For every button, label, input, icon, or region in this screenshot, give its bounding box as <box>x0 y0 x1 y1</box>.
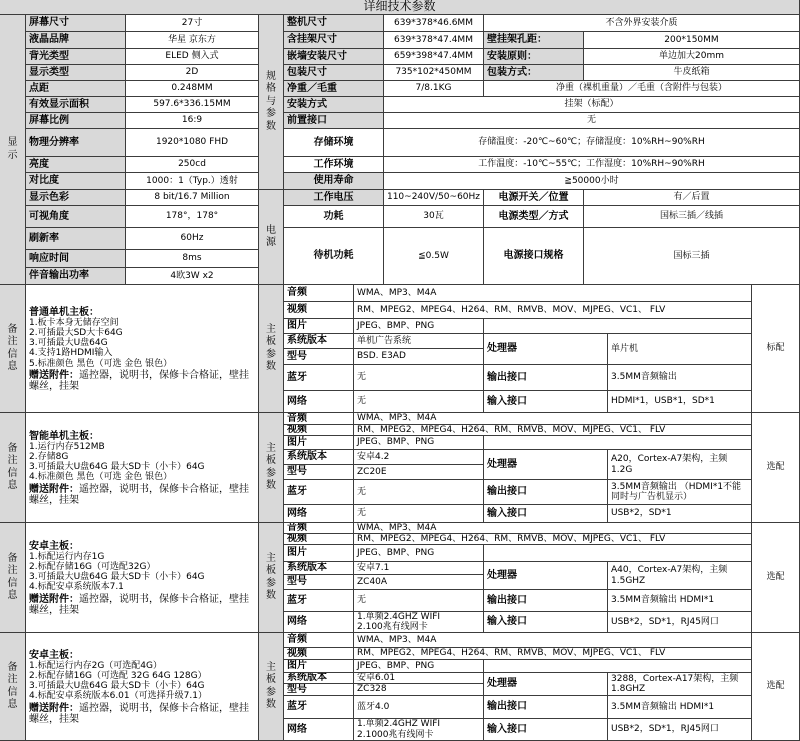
section-remarks <box>0 633 26 741</box>
section-char: 备 <box>7 442 18 454</box>
section-char: 板 <box>266 336 276 347</box>
section-char: 备 <box>7 323 18 335</box>
board-description <box>26 285 259 413</box>
board-label: 型号 <box>284 349 354 365</box>
board-value: USB*2，SD*1，RJ45网口 <box>608 612 752 633</box>
spec-label: 前置接口 <box>284 113 384 129</box>
board-accessories <box>29 594 255 616</box>
board-value: ZC40A <box>354 575 484 590</box>
board-value: JPEG、BMP、PNG <box>354 660 484 673</box>
display-value: ELED 侧入式 <box>126 49 259 65</box>
power-value: 有／后置 <box>584 190 800 206</box>
board-feature: 5.标准颜色 黑色（可选 金色 银色） <box>29 358 173 369</box>
section-remarks <box>0 413 26 523</box>
board-label: 网络 <box>284 505 354 523</box>
board-feature: 2.可插最大SD大卡64G <box>29 328 123 339</box>
board-feature: 3.可插最大U盘64G 最大SD卡（小卡）64G <box>29 462 205 473</box>
board-label: 图片 <box>284 436 354 450</box>
board-label: 网络 <box>284 612 354 633</box>
board-label: 型号 <box>284 465 354 480</box>
board-label: 处理器 <box>484 334 608 365</box>
spec-label: 工作环境 <box>284 157 384 173</box>
section-char: 注 <box>7 455 18 466</box>
network-item: 无 <box>357 508 367 519</box>
board-value-empty <box>484 660 752 673</box>
board-feature: 1.板卡本身无储存空间 <box>29 318 119 329</box>
board-value: RM、MPEG2、MPEG4、H264、RM、RMVB、MOV、MJPEG、VC1、 FLV <box>354 302 752 319</box>
section-char: 主 <box>266 323 276 335</box>
board-label: 网络 <box>284 391 354 413</box>
display-value: 8 bit/16.7 Million <box>126 190 259 206</box>
section-char: 板 <box>266 565 276 576</box>
board-value: 3.5MM音频输出 HDMI*1 <box>608 590 752 612</box>
section-mainboard <box>259 633 284 741</box>
display-value: 27寸 <box>126 15 259 32</box>
section-display <box>0 15 26 285</box>
section-char: 参 <box>266 348 276 360</box>
accessory-text: 遥控器，说明书，保修卡合格证，壁挂螺丝，挂架 <box>29 369 249 392</box>
board-value: JPEG、BMP、PNG <box>354 545 484 562</box>
board-network <box>354 505 484 523</box>
board-feature: 4.标配安卓系统版本7.1 <box>29 582 124 593</box>
board-label: 视频 <box>284 425 354 436</box>
board-feature: 4.标配安卓系统版本6.01（可选择升级7.1） <box>29 691 207 702</box>
board-feature: 1.标配运行内存2G（可选配4G） <box>29 661 162 672</box>
section-char: 参 <box>266 108 276 120</box>
spec-label: 壁挂架孔距： <box>484 32 584 49</box>
board-value: 安卓7.1 <box>354 562 484 575</box>
section-specs <box>259 15 284 190</box>
network-item: 1.单频2.4GHZ WIFI <box>357 612 441 622</box>
section-remarks <box>0 523 26 633</box>
page-title: 详细技术参数 <box>0 0 800 15</box>
board-value: 安卓6.01 <box>354 673 484 684</box>
accessory-text: 遥控器，说明书，保修卡合格证，壁挂螺丝，挂架 <box>29 702 249 725</box>
board-value: A40，Cortex-A7架构，主频1.5GHZ <box>608 562 752 590</box>
display-value: 1920*1080 FHD <box>126 129 259 157</box>
board-label: 处理器 <box>484 562 608 590</box>
section-char: 信 <box>7 577 18 589</box>
board-value: WMA、MP3、M4A <box>354 413 752 425</box>
board-label: 蓝牙 <box>284 365 354 391</box>
section-char: 显 <box>7 137 18 148</box>
spec-label: 包装方式： <box>484 65 584 81</box>
display-value: 华星 京东方 <box>126 32 259 49</box>
board-value: USB*2，SD*1，RJ45网口 <box>608 719 752 741</box>
board-value: 3.5MM音频输出 HDMI*1 <box>608 696 752 719</box>
section-char: 数 <box>266 120 276 132</box>
board-label: 音频 <box>284 413 354 425</box>
board-label: 蓝牙 <box>284 480 354 505</box>
board-tag: 标配 <box>752 285 800 413</box>
section-char: 规 <box>266 70 276 82</box>
display-label: 物理分辨率 <box>26 129 126 157</box>
accessory-label: 赠送附件： <box>29 593 79 605</box>
board-label: 输入接口 <box>484 391 608 413</box>
spec-value: 不含外界安装介质 <box>484 15 800 32</box>
board-tag: 选配 <box>752 413 800 523</box>
board-value: WMA、MP3、M4A <box>354 285 752 302</box>
network-item: 2.1000兆有线网卡 <box>357 729 434 740</box>
section-char: 参 <box>266 467 276 479</box>
section-char: 数 <box>266 361 276 372</box>
board-value: RM、MPEG2、MPEG4、H264、RM、RMVB、MOV、MJPEG、VC1、 FLV <box>354 534 752 545</box>
board-value: 蓝牙4.0 <box>354 696 484 719</box>
section-char: 参 <box>266 686 276 698</box>
board-network <box>354 391 484 413</box>
power-value: 国标三插 <box>584 228 800 285</box>
board-value: RM、MPEG2、MPEG4、H264、RM、RMVB、MOV、MJPEG、VC1、 FLV <box>354 425 752 436</box>
board-value: 3288，Cortex-A17架构，主频1.8GHZ <box>608 673 752 696</box>
board-value: ZC20E <box>354 465 484 480</box>
display-label: 屏幕尺寸 <box>26 15 126 32</box>
section-char: 示 <box>7 149 18 161</box>
spec-label: 安装原则： <box>484 49 584 65</box>
board-label: 处理器 <box>484 450 608 480</box>
spec-label: 存储环境 <box>284 129 384 157</box>
board-value: USB*2，SD*1 <box>608 505 752 523</box>
section-char: 电 <box>266 224 276 236</box>
board-value: WMA、MP3、M4A <box>354 633 752 648</box>
display-value: 60Hz <box>126 228 259 250</box>
display-value: 250cd <box>126 157 259 173</box>
board-feature: 4.标准颜色 黑色（可选 金色 银色） <box>29 472 173 483</box>
display-label: 背光类型 <box>26 49 126 65</box>
board-feature: 2.标配存储16G（可选配 32G 64G 128G） <box>29 671 207 682</box>
section-char: 与 <box>266 95 276 107</box>
power-label: 待机功耗 <box>284 228 384 285</box>
board-label: 图片 <box>284 319 354 334</box>
board-label: 输出接口 <box>484 365 608 391</box>
section-remarks <box>0 285 26 413</box>
board-label: 视频 <box>284 534 354 545</box>
board-label: 音频 <box>284 523 354 534</box>
board-value: 无 <box>354 365 484 391</box>
power-value: 30瓦 <box>384 206 484 228</box>
display-label: 屏幕比例 <box>26 113 126 129</box>
spec-value: 639*378*46.6MM <box>384 15 484 32</box>
display-label: 液晶品牌 <box>26 32 126 49</box>
display-label: 点距 <box>26 81 126 97</box>
board-value-empty <box>484 436 752 450</box>
display-value: 178°，178° <box>126 206 259 228</box>
board-label: 视频 <box>284 302 354 319</box>
spec-value: 工作温度：-10℃~55℃；工作湿度：10%RH~90%RH <box>384 157 800 173</box>
power-label: 电源开关／位置 <box>484 190 584 206</box>
section-char: 数 <box>266 590 276 601</box>
board-title: 智能单机主板： <box>29 431 99 443</box>
power-value: 国标三插／线插 <box>584 206 800 228</box>
accessory-text: 遥控器，说明书，保修卡合格证，壁挂螺丝，挂架 <box>29 593 249 616</box>
display-label: 对比度 <box>26 173 126 190</box>
board-value: 单机广告系统 <box>354 334 484 349</box>
section-mainboard <box>259 413 284 523</box>
section-char: 备 <box>7 661 18 673</box>
display-label: 亮度 <box>26 157 126 173</box>
board-feature: 4.支持1路HDMI输入 <box>29 348 113 359</box>
section-char: 格 <box>266 83 276 95</box>
section-char: 注 <box>7 565 18 576</box>
spec-label: 使用寿命 <box>284 173 384 190</box>
spec-label: 含挂架尺寸 <box>284 32 384 49</box>
board-value: ZC328 <box>354 684 484 696</box>
spec-value: 挂架（标配） <box>384 97 800 113</box>
board-label: 视频 <box>284 648 354 660</box>
board-accessories <box>29 484 255 506</box>
section-char: 息 <box>7 480 18 491</box>
board-value: JPEG、BMP、PNG <box>354 436 484 450</box>
board-label: 音频 <box>284 285 354 302</box>
section-power <box>259 190 284 285</box>
board-description <box>26 523 259 633</box>
display-label: 有效显示面积 <box>26 97 126 113</box>
spec-value: 单边加大20mm <box>584 49 800 65</box>
board-value: 无 <box>354 480 484 505</box>
board-value: 单片机 <box>608 334 752 365</box>
board-value: 3.5MM音频输出 （HDMI*1不能同时与广告机显示） <box>608 480 752 505</box>
board-value: JPEG、BMP、PNG <box>354 319 484 334</box>
board-feature: 3.可插最大U盘64G 最大SD卡（小卡）64G <box>29 681 205 692</box>
board-label: 蓝牙 <box>284 696 354 719</box>
board-feature: 2.标配存储16G（可选配32G） <box>29 562 156 573</box>
section-char: 注 <box>7 336 18 347</box>
power-label: 电源类型／方式 <box>484 206 584 228</box>
power-label: 功耗 <box>284 206 384 228</box>
board-label: 系统版本 <box>284 450 354 465</box>
spec-value: 存储温度：-20℃~60℃；存储湿度：10%RH~90%RH <box>384 129 800 157</box>
board-title: 安卓主板： <box>29 541 79 553</box>
network-item: 无 <box>357 396 367 407</box>
section-char: 数 <box>266 699 276 710</box>
board-title: 普通单机主板： <box>29 307 99 319</box>
spec-value: 639*378*47.4MM <box>384 32 484 49</box>
accessory-label: 赠送附件： <box>29 369 79 381</box>
section-mainboard <box>259 523 284 633</box>
accessory-text: 遥控器，说明书，保修卡合格证，壁挂螺丝，挂架 <box>29 483 249 506</box>
power-value: 110~240V/50~60Hz <box>384 190 484 206</box>
board-value: RM、MPEG2、MPEG4、H264、RM、RMVB、MOV、MJPEG、VC1、 FLV <box>354 648 752 660</box>
board-description <box>26 413 259 523</box>
display-label: 显示色彩 <box>26 190 126 206</box>
board-network <box>354 612 484 633</box>
board-feature: 2.存储8G <box>29 452 69 463</box>
section-char: 主 <box>266 442 276 454</box>
network-item: 1.单频2.4GHZ WIFI <box>357 719 441 730</box>
display-label: 响应时间 <box>26 250 126 268</box>
display-value: 8ms <box>126 250 259 268</box>
board-label: 系统版本 <box>284 562 354 575</box>
board-label: 图片 <box>284 660 354 673</box>
section-char: 源 <box>266 237 276 248</box>
spec-value: 735*102*450MM <box>384 65 484 81</box>
network-item: 2.100兆有线网卡 <box>357 622 428 632</box>
spec-value: 牛皮纸箱 <box>584 65 800 81</box>
section-char: 注 <box>7 674 18 685</box>
board-label: 型号 <box>284 575 354 590</box>
spec-value: 净重（裸机重量）／毛重（含附件与包装） <box>484 81 800 97</box>
board-value: WMA、MP3、M4A <box>354 523 752 534</box>
section-char: 参 <box>266 577 276 589</box>
accessory-label: 赠送附件： <box>29 483 79 495</box>
display-label: 刷新率 <box>26 228 126 250</box>
board-label: 系统版本 <box>284 673 354 684</box>
board-label: 网络 <box>284 719 354 741</box>
section-char: 信 <box>7 467 18 479</box>
board-label: 处理器 <box>484 673 608 696</box>
board-label: 输出接口 <box>484 480 608 505</box>
board-label: 输出接口 <box>484 590 608 612</box>
board-description <box>26 633 259 741</box>
section-char: 备 <box>7 552 18 564</box>
section-char: 信 <box>7 686 18 698</box>
spec-label: 安装方式 <box>284 97 384 113</box>
board-value: 无 <box>354 590 484 612</box>
spec-label: 整机尺寸 <box>284 15 384 32</box>
section-char: 板 <box>266 455 276 466</box>
spec-value: 200*150MM <box>584 32 800 49</box>
board-title: 安卓主板： <box>29 650 79 662</box>
board-tag: 选配 <box>752 633 800 741</box>
board-label: 输入接口 <box>484 505 608 523</box>
board-value: 安卓4.2 <box>354 450 484 465</box>
section-char: 息 <box>7 699 18 710</box>
display-label: 伴音输出功率 <box>26 268 126 285</box>
display-value: 2D <box>126 65 259 81</box>
display-value: 4欧3W x2 <box>126 268 259 285</box>
section-char: 息 <box>7 590 18 601</box>
power-label: 工作电压 <box>284 190 384 206</box>
board-network <box>354 719 484 741</box>
spec-label: 净重／毛重 <box>284 81 384 97</box>
display-value: 0.248MM <box>126 81 259 97</box>
display-value: 597.6*336.15MM <box>126 97 259 113</box>
display-label: 显示类型 <box>26 65 126 81</box>
section-char: 数 <box>266 480 276 491</box>
board-label: 音频 <box>284 633 354 648</box>
section-char: 信 <box>7 348 18 360</box>
section-char: 息 <box>7 361 18 372</box>
spec-value: 659*398*47.4MM <box>384 49 484 65</box>
power-value: ≦0.5W <box>384 228 484 285</box>
board-feature: 1.运行内存512MB <box>29 442 105 453</box>
display-label: 可视角度 <box>26 206 126 228</box>
section-char: 板 <box>266 674 276 685</box>
board-label: 输入接口 <box>484 612 608 633</box>
section-mainboard <box>259 285 284 413</box>
spec-value: ≧50000小时 <box>384 173 800 190</box>
display-value: 16:9 <box>126 113 259 129</box>
board-feature: 3.可插最大U盘64G <box>29 338 108 349</box>
accessory-label: 赠送附件： <box>29 702 79 714</box>
spec-value: 7/8.1KG <box>384 81 484 97</box>
power-label: 电源接口规格 <box>484 228 584 285</box>
board-tag: 选配 <box>752 523 800 633</box>
board-label: 系统版本 <box>284 334 354 349</box>
spec-label: 嵌墙安装尺寸 <box>284 49 384 65</box>
display-value: 1000：1（Typ.）透射 <box>126 173 259 190</box>
section-char: 主 <box>266 661 276 673</box>
board-accessories <box>29 703 255 725</box>
board-label: 型号 <box>284 684 354 696</box>
spec-label: 包装尺寸 <box>284 65 384 81</box>
board-accessories <box>29 370 255 392</box>
board-label: 输入接口 <box>484 719 608 741</box>
board-value: A20，Cortex-A7架构，主频1.2G <box>608 450 752 480</box>
spec-value: 无 <box>384 113 800 129</box>
section-char: 主 <box>266 552 276 564</box>
board-label: 输出接口 <box>484 696 608 719</box>
board-label: 蓝牙 <box>284 590 354 612</box>
board-value: 3.5MM音频输出 <box>608 365 752 391</box>
board-feature: 1.标配运行内存1G <box>29 552 105 563</box>
board-feature: 3.可插最大U盘64G 最大SD卡（小卡）64G <box>29 572 205 583</box>
board-label: 图片 <box>284 545 354 562</box>
board-value-empty <box>484 319 752 334</box>
board-value: HDMI*1，USB*1，SD*1 <box>608 391 752 413</box>
board-value-empty <box>484 545 752 562</box>
board-value: BSD. E3AD <box>354 349 484 365</box>
